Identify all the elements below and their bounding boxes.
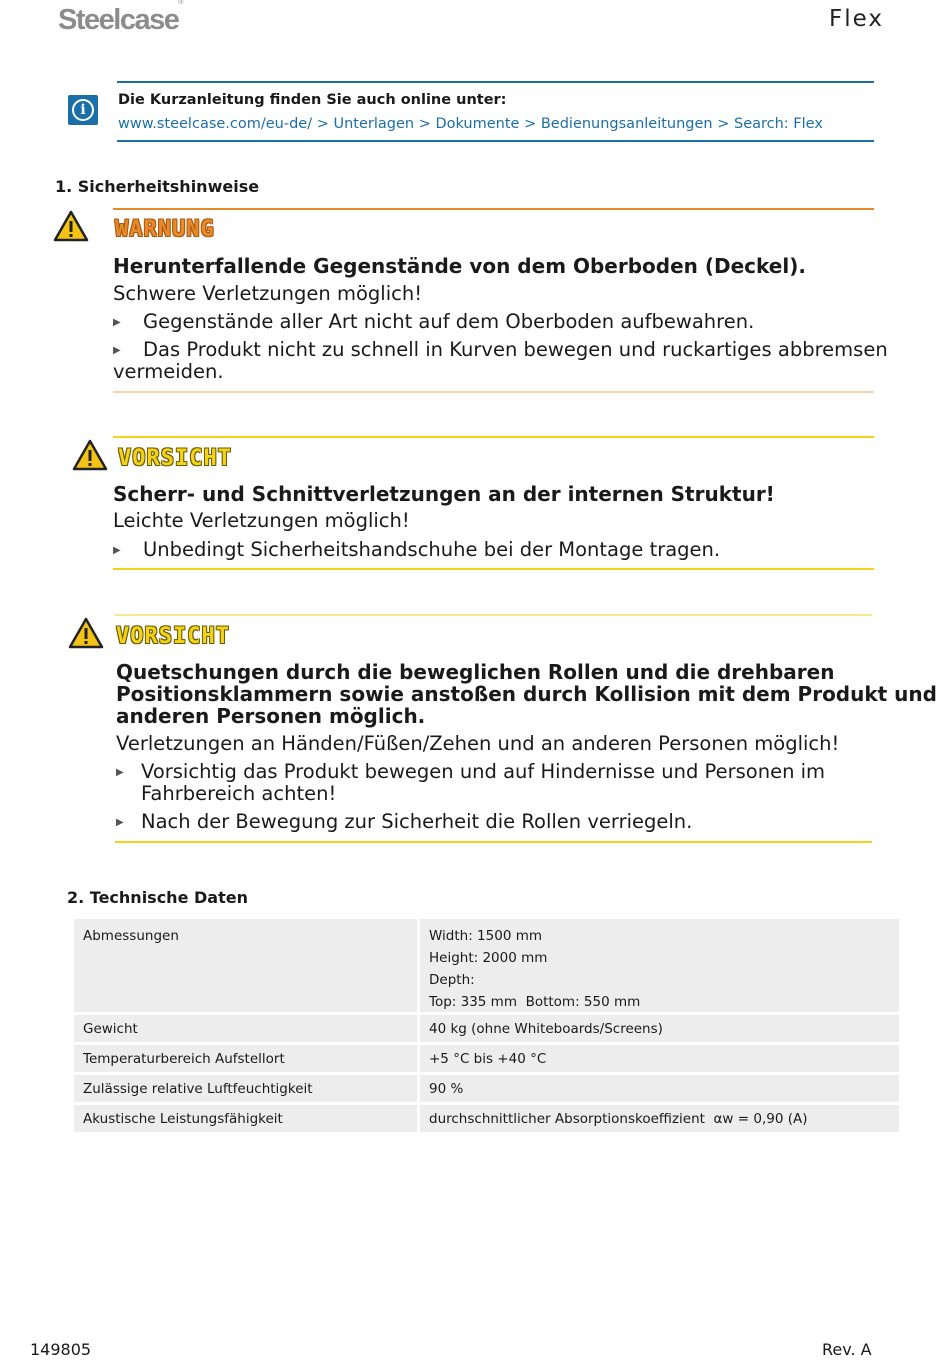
table-value: +5 °C bis +40 °C — [429, 1051, 547, 1067]
caution2-bullet-2: ▶ Nach der Bewegung zur Sicherheit die Rollen verriegeln. — [116, 810, 693, 833]
caution1-top-rule — [113, 436, 874, 438]
warning-consequence: Schwere Verletzungen möglich! — [113, 282, 423, 305]
caution2-top-rule — [115, 614, 872, 616]
steelcase-logo: Steelcase® — [58, 0, 184, 36]
table-value: Width: 1500 mm Height: 2000 mm Depth: Top: 335 mm Bottom: 550 mm — [429, 928, 641, 1010]
table-label: Temperaturbereich Aufstellort — [83, 1051, 285, 1067]
caution1-bullet-1: ▶ Unbedingt Sicherheitshandschuhe bei der Montage tragen. — [113, 538, 721, 561]
caution2-hazard-line-3: anderen Personen möglich. — [116, 704, 426, 728]
caution2-bullet-1-cont: Fahrbereich achten! — [141, 782, 337, 805]
caution2-bottom-rule — [115, 841, 872, 843]
caution2-bullet-1: ▶ Vorsichtig das Produkt bewegen und auf Hindernisse und Personen im — [116, 760, 826, 783]
warning-top-rule — [113, 208, 874, 210]
table-value: 40 kg (ohne Whiteboards/Screens) — [429, 1021, 663, 1037]
caution2-hazard-line-2: Positionsklammern sowie anstoßen durch Kollision mit dem Produkt und — [116, 682, 937, 706]
table-label: Zulässige relative Luftfeuchtigkeit — [83, 1081, 313, 1097]
signal-word-caution-2: VORSICHT — [116, 624, 230, 649]
warning-bullet-1: ▶ Gegenstände aller Art nicht auf dem Oberboden aufbewahren. — [113, 310, 755, 333]
table-row — [74, 1105, 899, 1132]
table-label: Abmessungen — [83, 928, 179, 944]
caution2-consequence: Verletzungen an Händen/Füßen/Zehen und an anderen Personen möglich! — [116, 732, 840, 755]
info-bottom-rule — [117, 140, 874, 142]
table-row — [74, 1015, 899, 1042]
caution1-consequence: Leichte Verletzungen möglich! — [113, 509, 410, 532]
section-safety-title: 1. Sicherheitshinweise — [55, 177, 260, 196]
table-row — [74, 1045, 899, 1072]
caution2-hazard-line-1: Quetschungen durch die beweglichen Rollen und die drehbaren — [116, 660, 835, 684]
signal-word-warning: WARNUNG — [115, 217, 215, 242]
caution-triangle-icon-2 — [68, 617, 104, 649]
warning-bullet-2-cont: vermeiden. — [113, 360, 224, 383]
table-label: Gewicht — [83, 1021, 138, 1037]
table-row — [74, 1075, 899, 1102]
table-value: durchschnittlicher Absorptionskoeffizient αw = 0,90 (A) — [429, 1111, 808, 1127]
info-icon: i — [68, 95, 98, 125]
caution1-bottom-rule — [113, 568, 874, 570]
warning-bullet-2: ▶ Das Produkt nicht zu schnell in Kurven bewegen und ruckartiges abbremsen — [113, 338, 888, 361]
document-number: 149805 — [30, 1340, 92, 1359]
product-name: Flex — [829, 6, 884, 32]
info-title: Die Kurzanleitung finden Sie auch online unter: — [118, 92, 507, 108]
online-manual-link[interactable]: www.steelcase.com/eu-de/ > Unterlagen > Dokumente > Bedienungsanleitungen > Search: Flex — [118, 116, 823, 132]
warning-hazard: Herunterfallende Gegenstände von dem Oberboden (Deckel). — [113, 254, 806, 278]
info-top-rule — [117, 81, 874, 83]
signal-word-caution-1: VORSICHT — [118, 446, 232, 471]
table-row — [74, 919, 899, 1012]
revision-label: Rev. A — [822, 1340, 872, 1359]
table-value: 90 % — [429, 1081, 464, 1097]
section-technical-title: 2. Technische Daten — [67, 888, 248, 907]
caution1-hazard: Scherr- und Schnittverletzungen an der internen Struktur! — [113, 482, 775, 506]
caution-triangle-icon — [72, 439, 108, 471]
warning-bottom-rule — [113, 391, 874, 393]
table-label: Akustische Leistungsfähigkeit — [83, 1111, 283, 1127]
warning-triangle-icon — [53, 210, 89, 242]
